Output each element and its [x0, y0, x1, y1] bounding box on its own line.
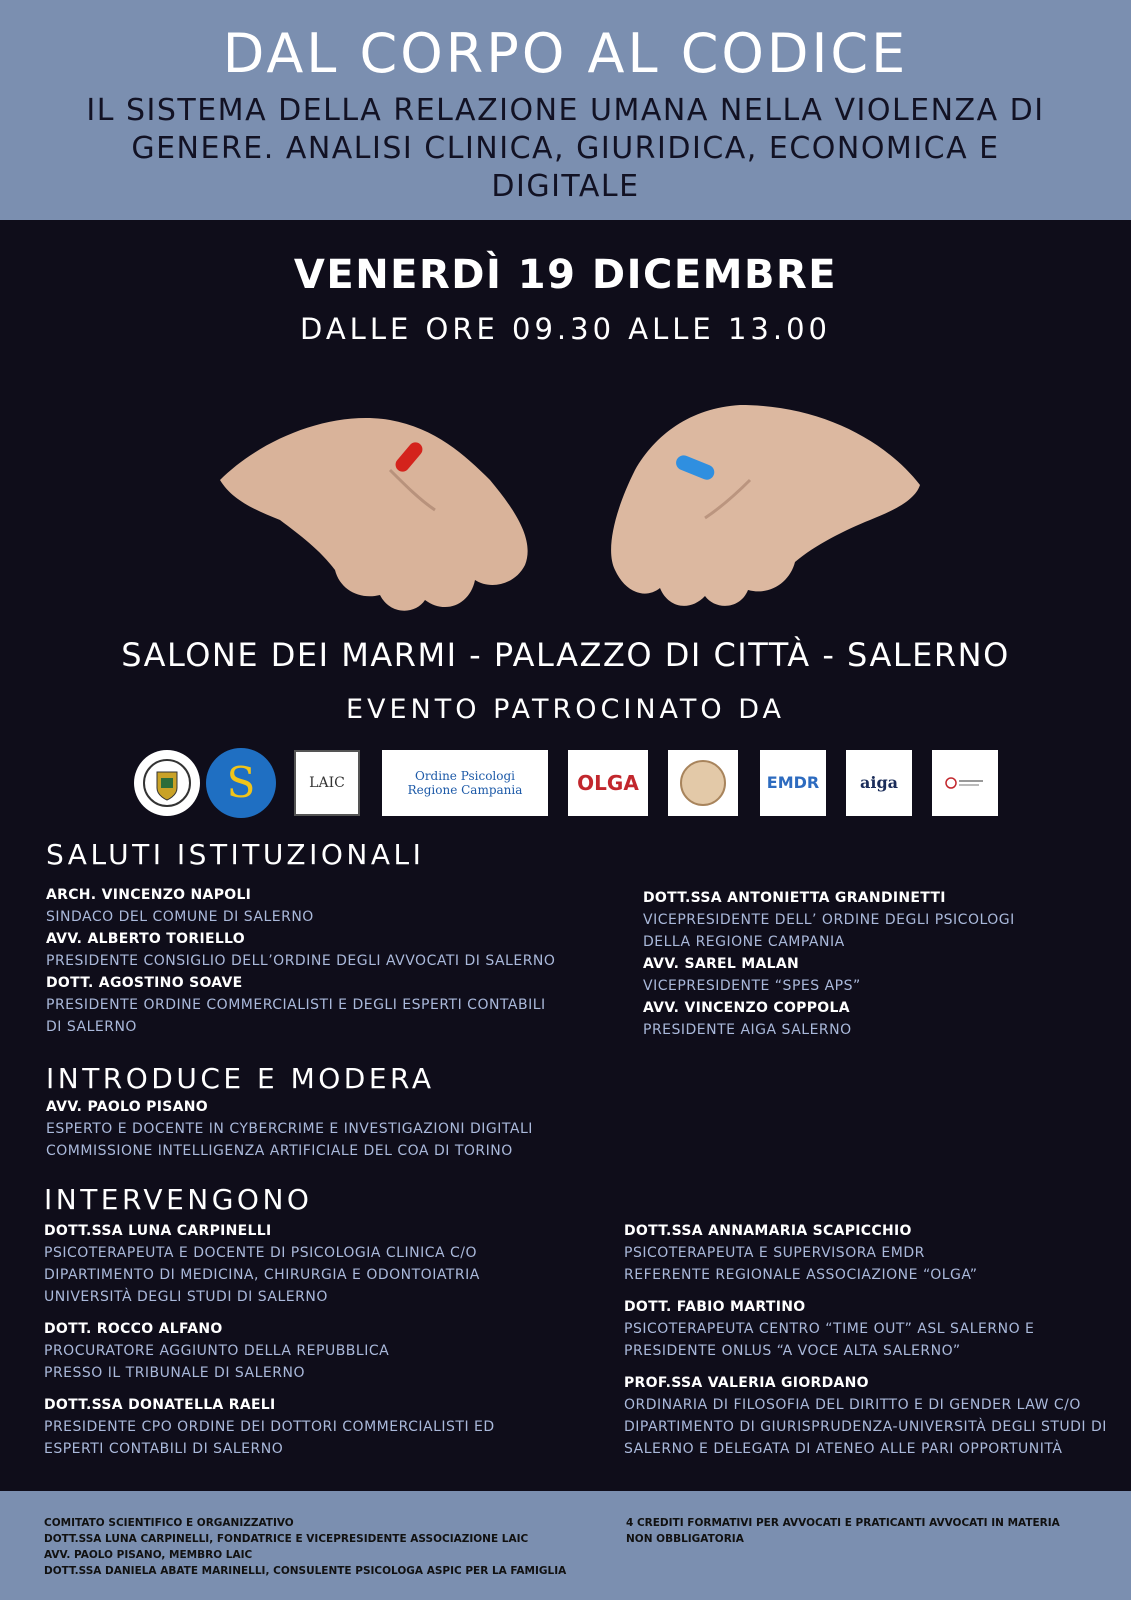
speaker-name: PROF.SSA VALERIA GIORDANO [624, 1375, 869, 1391]
speaker-entry [44, 1394, 495, 1460]
modera-heading: INTRODUCE E MODERA [46, 1062, 435, 1095]
event-title: DAL CORPO AL CODICE [222, 22, 909, 85]
speaker-name: DOTT.SSA ANNAMARIA SCAPICCHIO [624, 1223, 912, 1239]
speaker-entry [643, 953, 1015, 997]
hands-with-pills-image [220, 360, 920, 620]
organizing-committee [44, 1515, 566, 1579]
speaker-name: AVV. SAREL MALAN [643, 956, 800, 972]
credits-note [626, 1515, 1066, 1547]
speaker-role: SALERNO E DELEGATA DI ATENEO ALLE PARI OPPORTUNITÀ [624, 1441, 1063, 1457]
speaker-role: PRESIDENTE ORDINE COMMERCIALISTI E DEGLI ESPERTI CONTABILI [46, 997, 546, 1013]
comune-salerno-logo [134, 750, 200, 816]
speaker-role: PRESIDENTE AIGA SALERNO [643, 1022, 852, 1038]
speaker-role: DIPARTIMENTO DI MEDICINA, CHIRURGIA E ODONTOIATRIA [44, 1267, 480, 1283]
speaker-entry [643, 887, 1015, 953]
speaker-role: PROCURATORE AGGIUNTO DELLA REPUBBLICA [44, 1343, 390, 1359]
speaker-role: PRESSO IL TRIBUNALE DI SALERNO [44, 1365, 305, 1381]
speaker-name: DOTT. AGOSTINO SOAVE [46, 975, 243, 991]
moderator-role-2: COMMISSIONE INTELLIGENZA ARTIFICIALE DEL COA DI TORINO [46, 1143, 513, 1159]
left-hand [220, 418, 528, 611]
speaker-role: PRESIDENTE CPO ORDINE DEI DOTTORI COMMERCIALISTI ED [44, 1419, 495, 1435]
committee-heading: COMITATO SCIENTIFICO E ORGANIZZATIVO [44, 1517, 294, 1529]
event-date: VENERDÌ 19 DICEMBRE [293, 252, 838, 298]
speaker-name: DOTT.SSA LUNA CARPINELLI [44, 1223, 272, 1239]
ordine-psicologi-logo: Ordine Psicologi Regione Campania [382, 750, 548, 816]
speaker-entry [624, 1372, 1107, 1460]
sponsor-logos [0, 748, 1131, 818]
speaker-role: SINDACO DEL COMUNE DI SALERNO [46, 909, 314, 925]
committee-member: AVV. PAOLO PISANO, MEMBRO LAIC [44, 1549, 253, 1561]
credits-line-1: 4 CREDITI FORMATIVI PER AVVOCATI E PRATICANTI AVVOCATI IN MATERIA [626, 1517, 1060, 1529]
speaker-entry [46, 972, 555, 1038]
speaker-name: DOTT.SSA ANTONIETTA GRANDINETTI [643, 890, 946, 906]
speaker-entry [46, 884, 555, 928]
speaker-entry [624, 1296, 1107, 1362]
modera-block [46, 1096, 533, 1162]
speaker-role: UNIVERSITÀ DEGLI STUDI DI SALERNO [44, 1289, 328, 1305]
speaker-name: AVV. ALBERTO TORIELLO [46, 931, 245, 947]
laic-logo: LAIC [294, 750, 360, 816]
speaker-role: PSICOTERAPEUTA CENTRO “TIME OUT” ASL SALERNO E [624, 1321, 1035, 1337]
event-time: DALLE ORE 09.30 ALLE 13.00 [300, 312, 831, 346]
intervengono-left-column [44, 1220, 495, 1460]
intervengono-right-column [624, 1220, 1107, 1460]
speaker-role: PSICOTERAPEUTA E DOCENTE DI PSICOLOGIA CLINICA C/O [44, 1245, 478, 1261]
speaker-name: DOTT. ROCCO ALFANO [44, 1321, 223, 1337]
speaker-role: PSICOTERAPEUTA E SUPERVISORA EMDR [624, 1245, 925, 1261]
speaker-role: ESPERTI CONTABILI DI SALERNO [44, 1441, 284, 1457]
speaker-name: AVV. VINCENZO COPPOLA [643, 1000, 850, 1016]
footer-band [0, 1491, 1131, 1600]
emdr-logo: EMDR [760, 750, 826, 816]
speaker-entry [46, 928, 555, 972]
header-band [0, 0, 1131, 220]
speaker-entry [624, 1220, 1107, 1286]
committee-member: DOTT.SSA DANIELA ABATE MARINELLI, CONSULENTE PSICOLOGA ASPIC PER LA FAMIGLIA [44, 1565, 567, 1577]
speaker-role: VICEPRESIDENTE DELL’ ORDINE DEGLI PSICOLOGI [643, 912, 1015, 928]
saluti-left-column [46, 884, 555, 1038]
olga-logo: OLGA [568, 750, 648, 816]
patronage-label: EVENTO PATROCINATO DA [345, 694, 786, 725]
spes-logo [932, 750, 998, 816]
right-hand [611, 405, 920, 606]
ordine-commercialisti-logo [668, 750, 738, 816]
speaker-name: DOTT.SSA DONATELLA RAELI [44, 1397, 276, 1413]
aiga-logo: aiga [846, 750, 912, 816]
speaker-role: ORDINARIA DI FILOSOFIA DEL DIRITTO E DI GENDER LAW C/O [624, 1397, 1081, 1413]
speaker-role: DIPARTIMENTO DI GIURISPRUDENZA-UNIVERSITÀ DEGLI STUDI DI [624, 1419, 1107, 1435]
s-logo: S [206, 748, 276, 818]
speaker-role: PRESIDENTE CONSIGLIO DELL’ORDINE DEGLI AVVOCATI DI SALERNO [46, 953, 556, 969]
speaker-entry [643, 997, 1015, 1041]
saluti-heading: SALUTI ISTITUZIONALI [46, 838, 425, 871]
speaker-role: REFERENTE REGIONALE ASSOCIAZIONE “OLGA” [624, 1267, 978, 1283]
credits-line-2: NON OBBLIGATORIA [626, 1533, 744, 1545]
venue-line: SALONE DEI MARMI - PALAZZO DI CITTÀ - SALERNO [121, 636, 1010, 674]
speaker-name: ARCH. VINCENZO NAPOLI [46, 887, 252, 903]
event-subtitle: IL SISTEMA DELLA RELAZIONE UMANA NELLA VIOLENZA DI GENERE. ANALISI CLINICA, GIURIDICA, ECONOMICA E DIGITALE [86, 93, 1045, 204]
moderator-name: AVV. PAOLO PISANO [46, 1099, 208, 1115]
speaker-entry [44, 1220, 495, 1308]
speaker-name: DOTT. FABIO MARTINO [624, 1299, 806, 1315]
speaker-role: DELLA REGIONE CAMPANIA [643, 934, 845, 950]
committee-member: DOTT.SSA LUNA CARPINELLI, FONDATRICE E VICEPRESIDENTE ASSOCIAZIONE LAIC [44, 1533, 529, 1545]
moderator-role-1: ESPERTO E DOCENTE IN CYBERCRIME E INVESTIGAZIONI DIGITALI [46, 1121, 533, 1137]
intervengono-heading: INTERVENGONO [44, 1183, 313, 1216]
speaker-role: PRESIDENTE ONLUS “A VOCE ALTA SALERNO” [624, 1343, 961, 1359]
saluti-right-column [643, 887, 1015, 1041]
speaker-entry [44, 1318, 495, 1384]
speaker-role: VICEPRESIDENTE “SPES APS” [643, 978, 861, 994]
speaker-role: DI SALERNO [46, 1019, 137, 1035]
